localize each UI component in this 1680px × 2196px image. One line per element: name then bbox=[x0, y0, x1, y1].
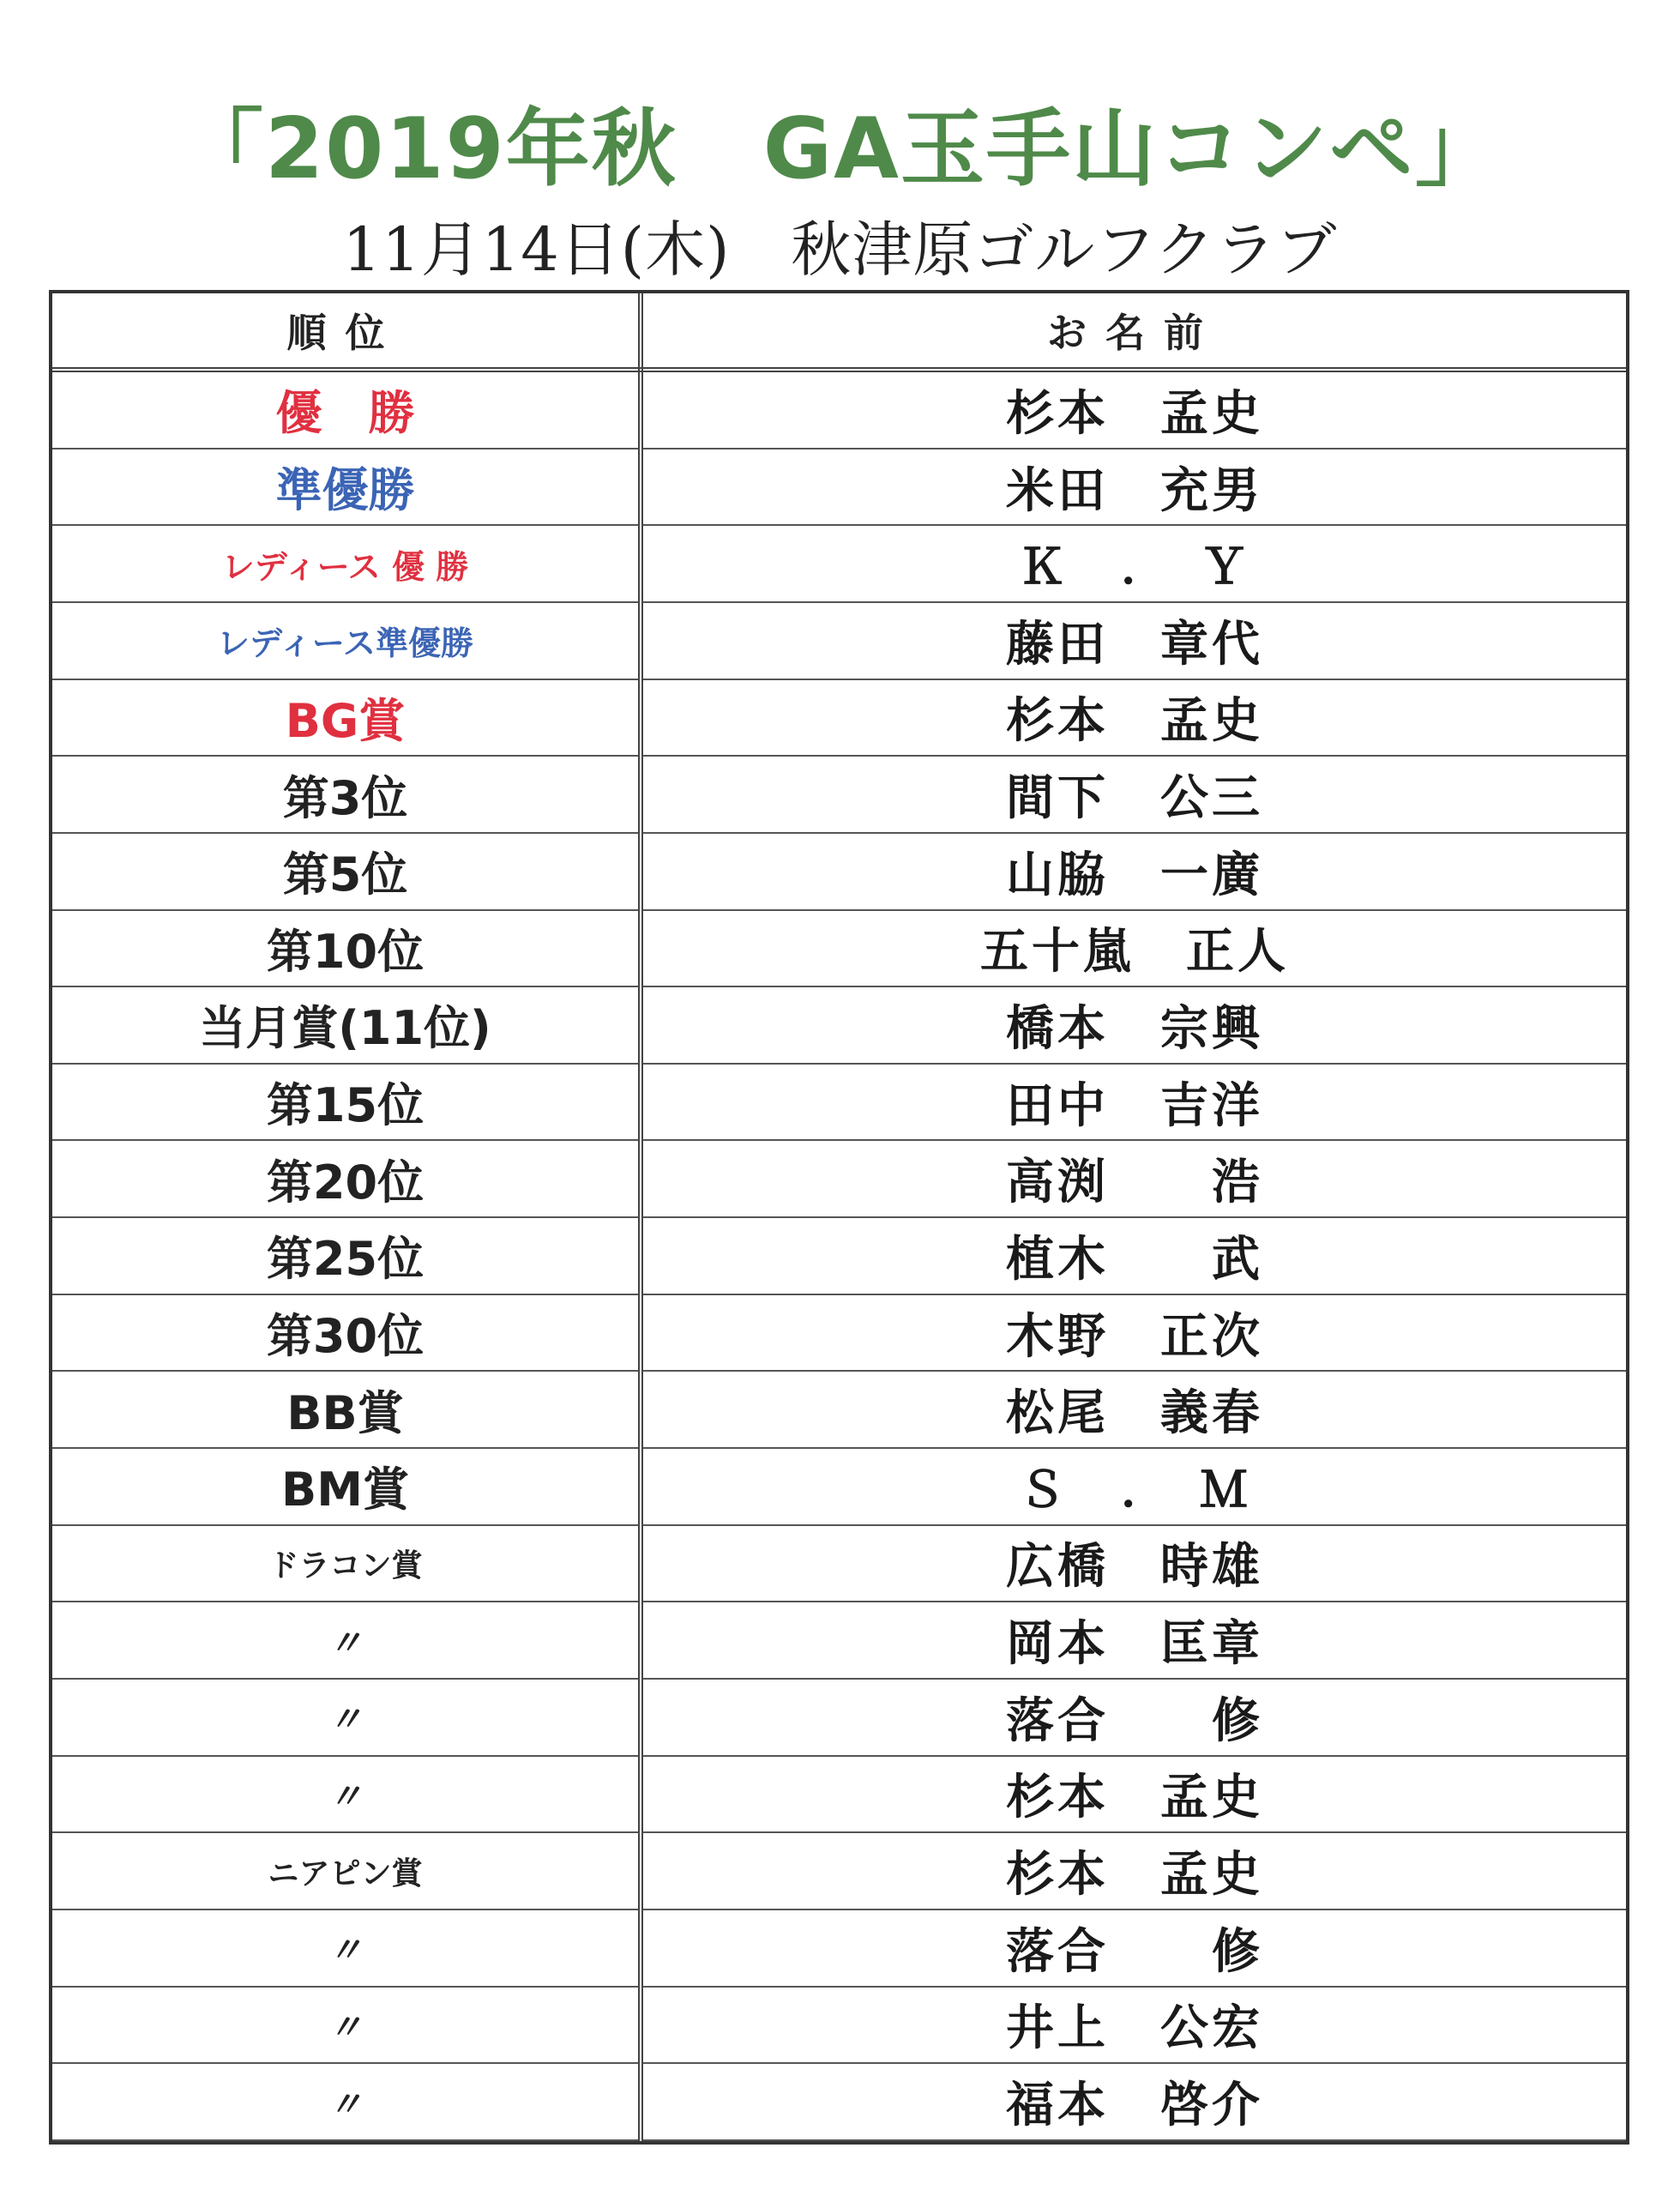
table-row bbox=[52, 1294, 1626, 1372]
table-row bbox=[52, 1448, 1626, 1525]
player-name: 落合 修 bbox=[1006, 1692, 1263, 1749]
rank-cell bbox=[52, 910, 641, 987]
name-cell bbox=[641, 449, 1626, 526]
table-row bbox=[52, 370, 1626, 449]
player-name: 植木 武 bbox=[1006, 1231, 1263, 1288]
rank-label: ドラコン賞 bbox=[268, 1547, 423, 1584]
name-cell bbox=[641, 1602, 1626, 1679]
rank-cell bbox=[52, 1525, 641, 1602]
rank-cell bbox=[52, 1987, 641, 2064]
rank-label: 当月賞(11位) bbox=[199, 1001, 491, 1056]
name-cell bbox=[641, 756, 1626, 833]
name-cell bbox=[641, 986, 1626, 1064]
player-name: Ｋ ． Ｙ bbox=[1018, 540, 1251, 596]
rank-cell bbox=[52, 1064, 641, 1141]
rank-cell bbox=[52, 833, 641, 910]
table-row bbox=[52, 756, 1626, 833]
player-name: 杉本 孟史 bbox=[1006, 693, 1263, 750]
name-cell bbox=[641, 1909, 1626, 1987]
table-row bbox=[52, 910, 1626, 987]
name-cell bbox=[641, 1140, 1626, 1217]
rank-cell bbox=[52, 756, 641, 833]
player-name: 松尾 義春 bbox=[1006, 1385, 1263, 1442]
rank-label: BB賞 bbox=[286, 1385, 404, 1440]
name-cell bbox=[641, 1756, 1626, 1833]
name-cell bbox=[641, 525, 1626, 602]
player-name: 高渕 浩 bbox=[1006, 1155, 1263, 1211]
rank-cell bbox=[52, 449, 641, 526]
results-table-frame bbox=[49, 290, 1629, 2145]
player-name: 杉本 孟史 bbox=[1006, 1847, 1263, 1903]
table-row bbox=[52, 679, 1626, 757]
table-row bbox=[52, 1371, 1626, 1448]
rank-label: 第30位 bbox=[266, 1309, 425, 1364]
page-title: 「2019年秋 GA玉手山コンペ」 bbox=[178, 100, 1502, 198]
rank-label: 〃 bbox=[328, 1931, 363, 1971]
player-name: 福本 啓介 bbox=[1006, 2078, 1263, 2134]
name-cell bbox=[641, 602, 1626, 679]
player-name: 山脇 一廣 bbox=[1006, 847, 1263, 903]
rank-cell bbox=[52, 1756, 641, 1833]
rank-cell bbox=[52, 1909, 641, 1987]
rank-cell bbox=[52, 1448, 641, 1525]
rank-cell bbox=[52, 986, 641, 1064]
player-name: 杉本 孟史 bbox=[1006, 1770, 1263, 1826]
name-cell bbox=[641, 1294, 1626, 1372]
column-header-name: お名前 bbox=[641, 293, 1626, 370]
event-date-venue: 11月14日(木) 秋津原ゴルフクラブ bbox=[342, 214, 1338, 285]
rank-cell bbox=[52, 370, 641, 449]
player-name: 間下 公三 bbox=[1006, 770, 1263, 827]
player-name: 木野 正次 bbox=[1006, 1308, 1263, 1365]
rank-label: ニアピン賞 bbox=[268, 1855, 423, 1891]
rank-label: 優 勝 bbox=[275, 386, 415, 441]
table-row bbox=[52, 1909, 1626, 1987]
name-cell bbox=[641, 370, 1626, 449]
player-name: 落合 修 bbox=[1006, 1923, 1263, 1980]
rank-label: レディース 優 勝 bbox=[221, 547, 469, 586]
table-row bbox=[52, 525, 1626, 602]
table-body bbox=[52, 370, 1626, 2140]
table-row bbox=[52, 1832, 1626, 1909]
player-name: 杉本 孟史 bbox=[1006, 385, 1263, 442]
name-cell bbox=[641, 1448, 1626, 1525]
player-name: 岡本 匡章 bbox=[1006, 1616, 1263, 1673]
rank-cell bbox=[52, 602, 641, 679]
table-row bbox=[52, 1217, 1626, 1294]
name-cell bbox=[641, 679, 1626, 757]
table-row bbox=[52, 833, 1626, 910]
column-header-rank: 順位 bbox=[52, 293, 641, 370]
rank-cell bbox=[52, 525, 641, 602]
name-cell bbox=[641, 833, 1626, 910]
name-cell bbox=[641, 2063, 1626, 2140]
rank-label: 第5位 bbox=[282, 848, 408, 902]
name-cell bbox=[641, 1832, 1626, 1909]
table-header-row bbox=[52, 293, 1626, 370]
name-cell bbox=[641, 1217, 1626, 1294]
rank-label: 〃 bbox=[328, 1623, 363, 1663]
rank-label: 〃 bbox=[328, 2007, 363, 2048]
name-cell bbox=[641, 910, 1626, 987]
player-name: 藤田 章代 bbox=[1006, 616, 1263, 673]
table-row bbox=[52, 986, 1626, 1064]
player-name: 広橋 時雄 bbox=[1006, 1539, 1263, 1596]
rank-label: 〃 bbox=[328, 1700, 363, 1741]
rank-label: 第25位 bbox=[266, 1232, 425, 1287]
rank-label: 〃 bbox=[328, 2084, 363, 2125]
rank-label: 第10位 bbox=[266, 924, 425, 979]
table-row bbox=[52, 602, 1626, 679]
rank-label: 準優勝 bbox=[275, 463, 415, 517]
rank-cell bbox=[52, 1371, 641, 1448]
rank-label: 第20位 bbox=[266, 1155, 425, 1210]
rank-label: 第15位 bbox=[266, 1078, 425, 1133]
rank-label: 第3位 bbox=[282, 770, 408, 825]
rank-cell bbox=[52, 1832, 641, 1909]
rank-cell bbox=[52, 2063, 641, 2140]
table-row bbox=[52, 1987, 1626, 2064]
table-row bbox=[52, 1602, 1626, 1679]
table-row bbox=[52, 1756, 1626, 1833]
rank-cell bbox=[52, 1602, 641, 1679]
rank-label: レディース準優勝 bbox=[216, 624, 474, 663]
results-table bbox=[52, 293, 1626, 2141]
table-row bbox=[52, 1679, 1626, 1756]
name-cell bbox=[641, 1371, 1626, 1448]
table-row bbox=[52, 1525, 1626, 1602]
rank-label: BG賞 bbox=[285, 693, 406, 748]
rank-label: BM賞 bbox=[281, 1463, 409, 1517]
rank-cell bbox=[52, 1679, 641, 1756]
table-row bbox=[52, 1064, 1626, 1141]
table-row bbox=[52, 1140, 1626, 1217]
rank-cell bbox=[52, 1217, 641, 1294]
table-row bbox=[52, 2063, 1626, 2140]
name-cell bbox=[641, 1525, 1626, 1602]
player-name: 橋本 宗興 bbox=[1006, 1000, 1263, 1057]
rank-cell bbox=[52, 679, 641, 757]
player-name: 田中 吉洋 bbox=[1006, 1077, 1263, 1134]
rank-cell bbox=[52, 1140, 641, 1217]
player-name: 米田 充男 bbox=[1006, 462, 1263, 519]
name-cell bbox=[641, 1064, 1626, 1141]
table-row bbox=[52, 449, 1626, 526]
rank-label: 〃 bbox=[328, 1777, 363, 1817]
name-cell bbox=[641, 1679, 1626, 1756]
player-name: 井上 公宏 bbox=[1006, 2000, 1263, 2057]
player-name: Ｓ ． Ｍ bbox=[1018, 1462, 1251, 1518]
player-name: 五十嵐 正人 bbox=[980, 924, 1289, 980]
rank-cell bbox=[52, 1294, 641, 1372]
name-cell bbox=[641, 1987, 1626, 2064]
